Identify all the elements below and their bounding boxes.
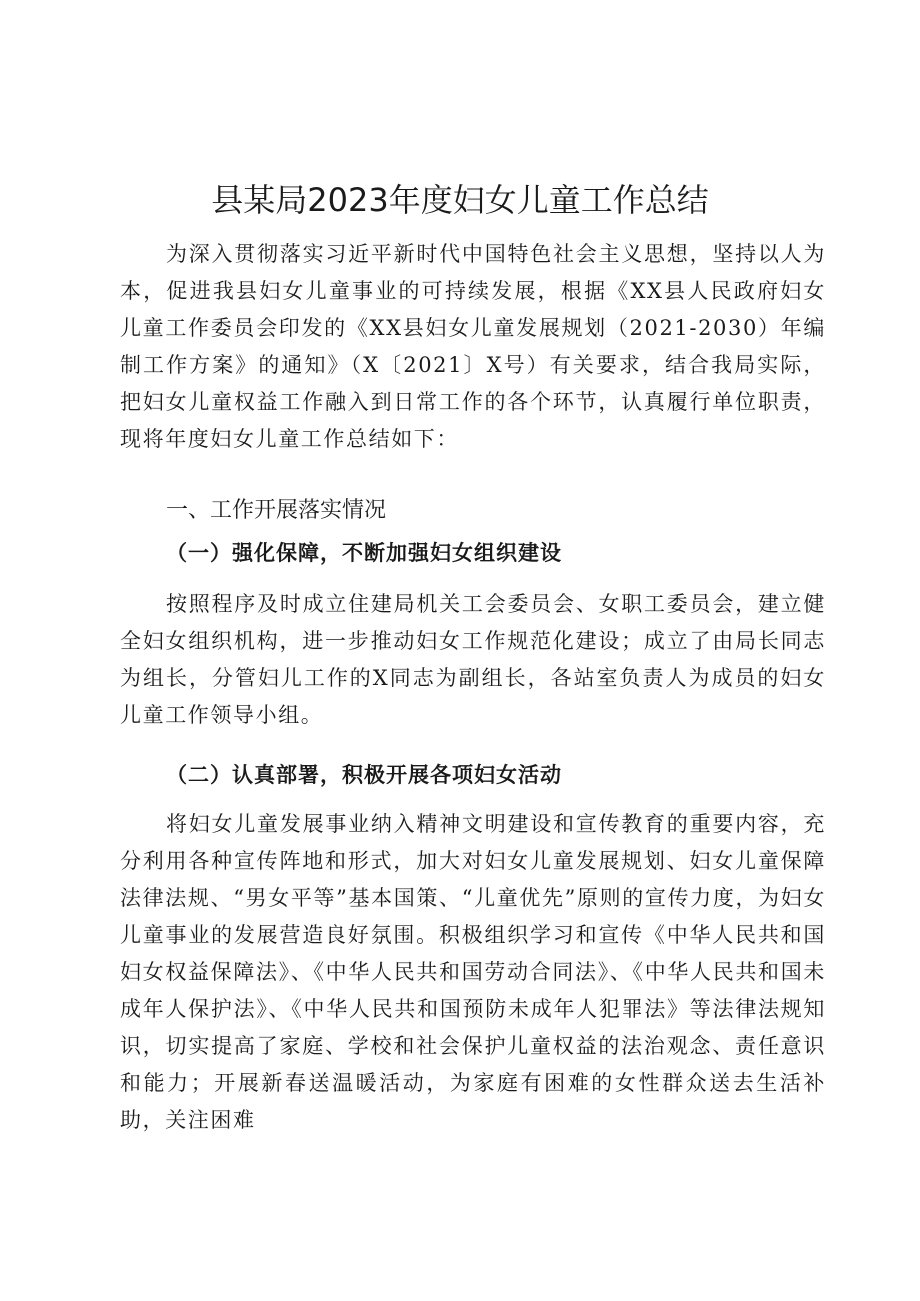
- subsection-1-paragraph: 按照程序及时成立住建局机关工会委员会、女职工委员会，建立健全妇女组织机构，进一步推动妇女工作规范化建设；成立了由局长同志为组长，分管妇儿工作的X同志为副组长，各站室负责人为成员的妇女儿童工作领导小组。: [120, 592, 826, 727]
- subsection-heading-2: （二）认真部署，积极开展各项妇女活动: [166, 762, 562, 787]
- intro-paragraph: 为深入贯彻落实习近平新时代中国特色社会主义思想，坚持以人为本，促进我县妇女儿童事业的可持续发展，根据《XX县人民政府妇女儿童工作委员会印发的《XX县妇女儿童发展规划（2021-2030）年编制工作方案》的通知》（X〔2021〕X号）有关要求，结合我局实际，把妇女儿童权益工作融入到日常工作的各个环节，认真履行单位职责，现将年度妇女儿童工作总结如下：: [120, 242, 826, 451]
- section-heading-1: 一、工作开展落实情况: [166, 498, 387, 523]
- document-title: 县某局2023年度妇女儿童工作总结: [211, 181, 709, 219]
- subsection-heading-1: （一）强化保障，不断加强妇女组织建设: [166, 540, 562, 565]
- subsection-2-paragraph: 将妇女儿童发展事业纳入精神文明建设和宣传教育的重要内容，充分利用各种宣传阵地和形式，加大对妇女儿童发展规划、妇女儿童保障法律法规、“男女平等”基本国策、“儿童优先”原则的宣传力度，为妇女儿童事业的发展营造良好氛围。积极组织学习和宣传《中华人民共和国妇女权益保障法》、《中华人民共和国劳动合同法》、《中华人民共和国未成年人保护法》、《中华人民共和国预防未成年人犯罪法》等法律法规知识，切实提高了家庭、学校和社会保护儿童权益的法治观念、责任意识和能力；开展新春送温暖活动，为家庭有困难的女性群众送去生活补助，关注困难: [120, 812, 826, 1132]
